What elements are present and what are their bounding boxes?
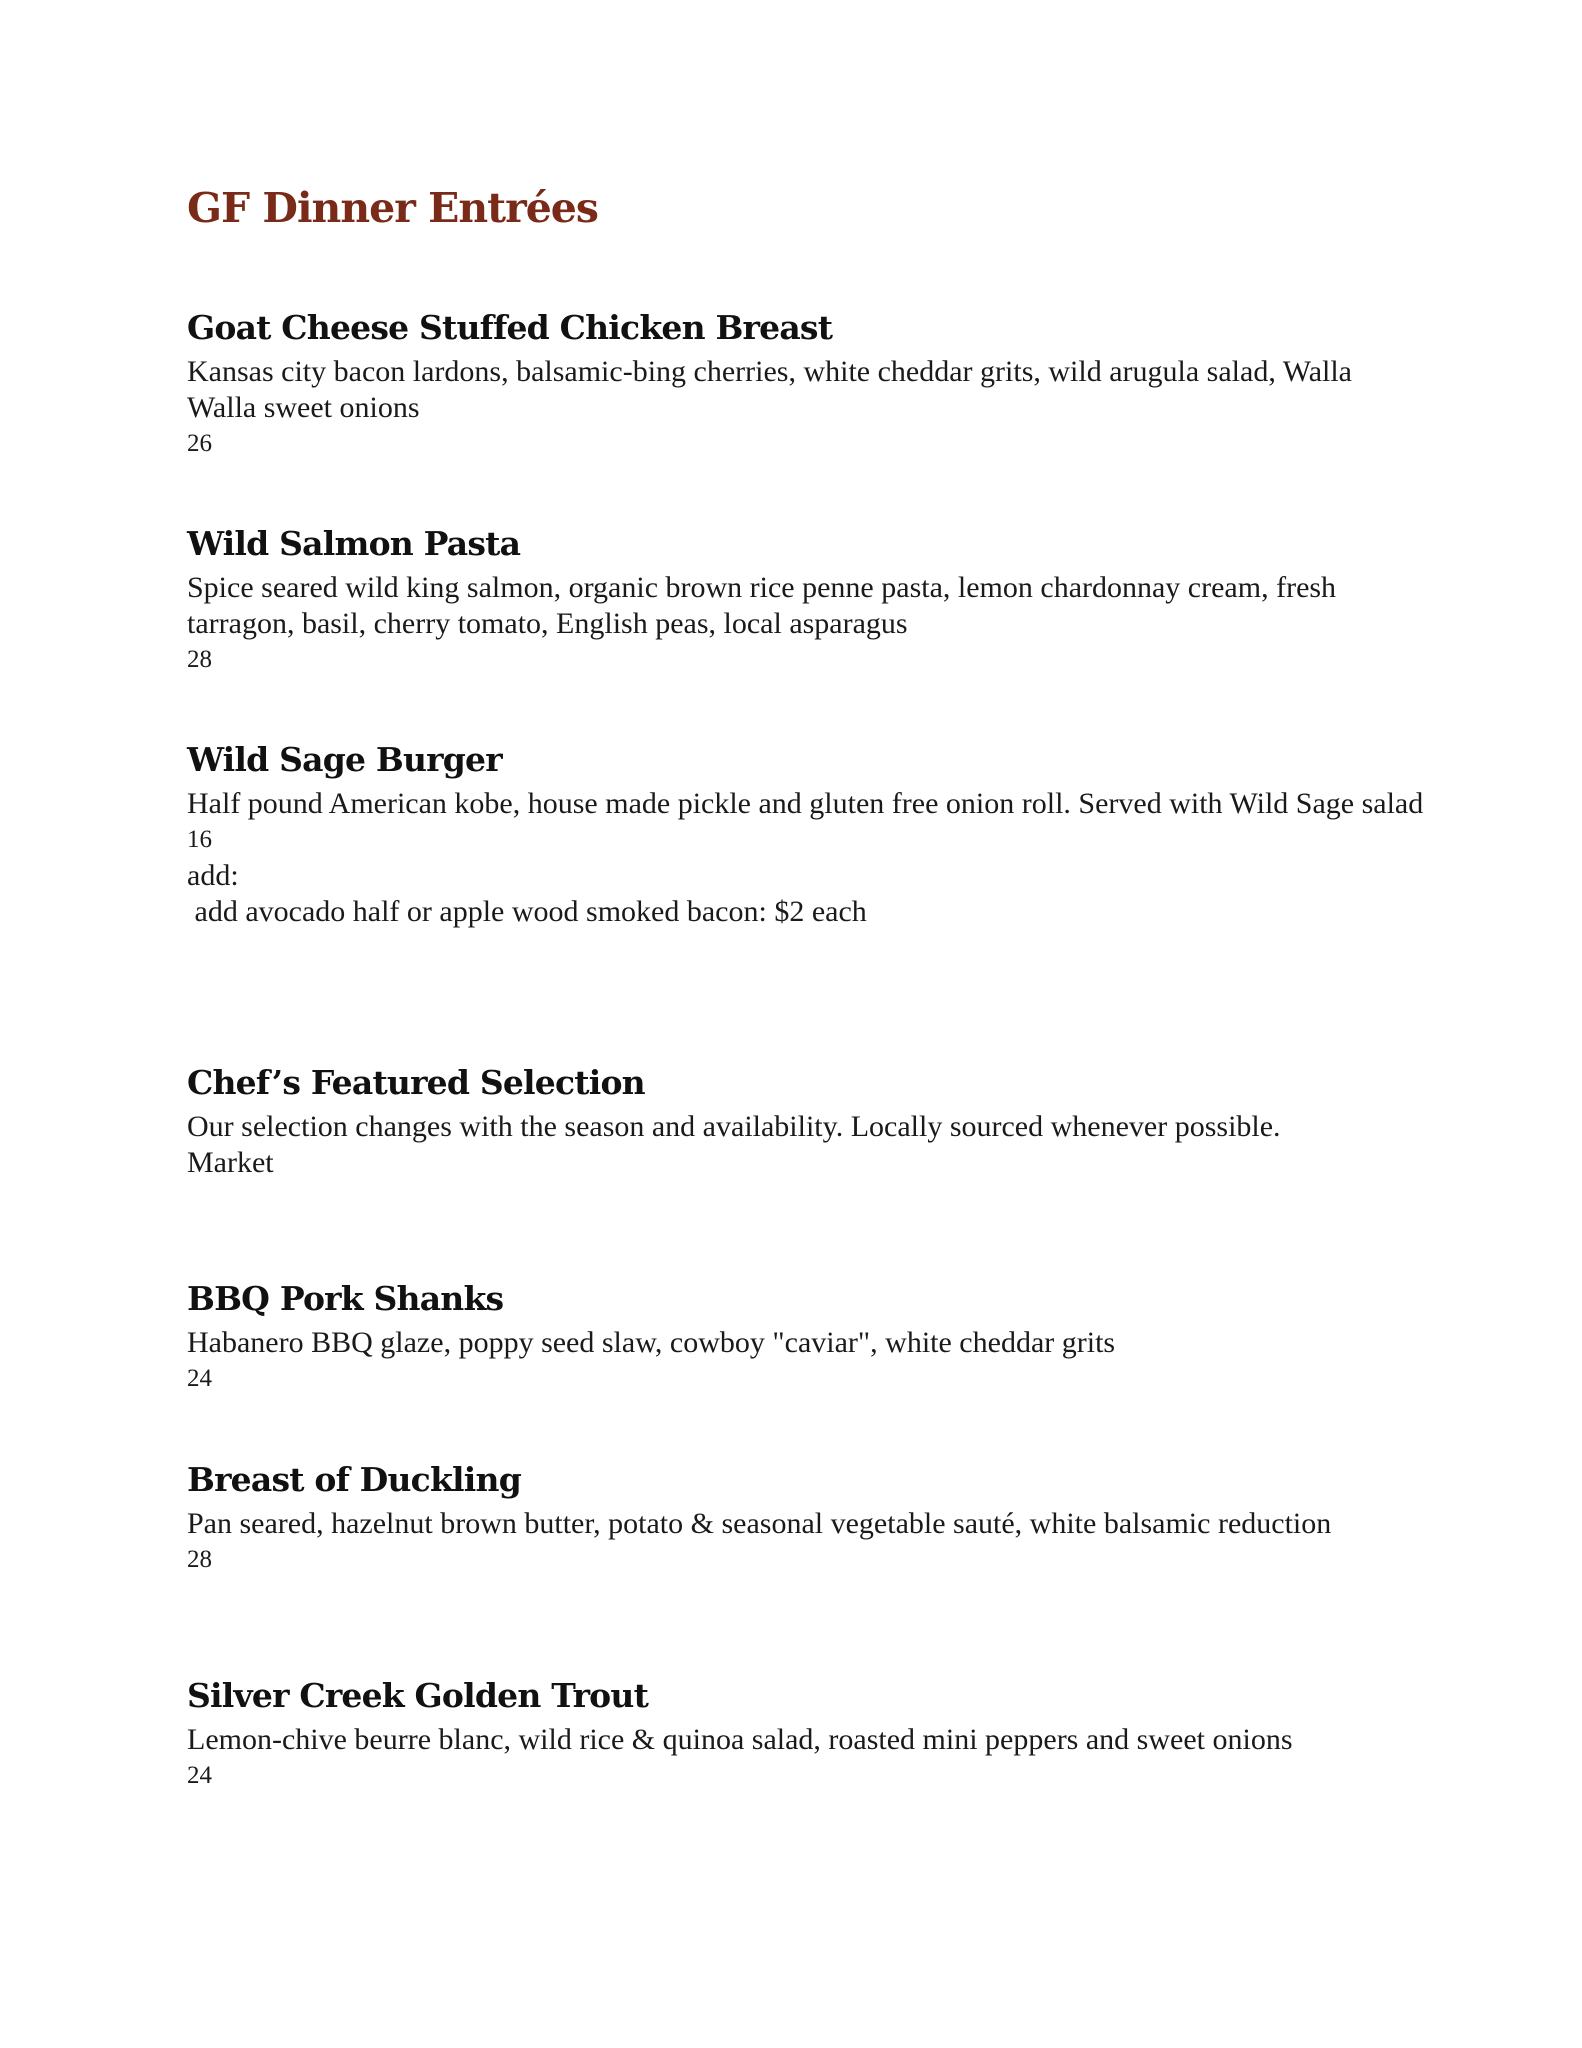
menu-item-description: Habanero BBQ glaze, poppy seed slaw, cowboy "caviar", white cheddar grits [187,1326,1116,1359]
menu-item-name: Breast of Duckling [187,1460,521,1499]
menu-item-description: Kansas city bacon lardons, balsamic-bing cherries, white cheddar grits, wild arugula salad, Walla Walla sweet onions [187,355,1352,424]
menu-item [187,522,1427,678]
menu-item [187,1458,1427,1578]
menu-item-name: Goat Cheese Stuffed Chicken Breast [187,308,833,347]
menu-item-description: Lemon-chive beurre blanc, wild rice & quinoa salad, roasted mini peppers and sweet onions [187,1723,1293,1756]
menu-item-add-label: add: [187,859,239,892]
menu-item-description: Our selection changes with the season and availability. Locally sourced whenever possible. [187,1110,1281,1143]
menu-item [187,306,1427,462]
page-title: GF Dinner Entrées [187,184,598,232]
menu-item-name: Silver Creek Golden Trout [187,1676,649,1715]
menu-item-name: Wild Salmon Pasta [187,524,521,563]
menu-item-description: Pan seared, hazelnut brown butter, potato & seasonal vegetable sauté, white balsamic reduction [187,1507,1332,1540]
menu-item-price: 28 [187,646,212,673]
menu-item-name: Wild Sage Burger [187,740,502,779]
menu-item [187,1674,1427,1794]
menu-item [187,1061,1427,1181]
menu-item-add-detail: add avocado half or apple wood smoked bacon: $2 each [187,895,867,928]
menu-item-name: Chef’s Featured Selection [187,1063,645,1102]
menu-item-price: 26 [187,430,212,457]
menu-item-price: 24 [187,1365,212,1392]
menu-item-description: Spice seared wild king salmon, organic brown rice penne pasta, lemon chardonnay cream, fresh tarragon, basil, cherry tomato, English peas, local asparagus [187,571,1337,640]
menu-item-price: 16 [187,826,212,853]
menu-item-price: 24 [187,1762,212,1789]
menu-item-price: Market [187,1146,274,1179]
menu-item [187,1277,1427,1397]
menu-item-name: BBQ Pork Shanks [187,1279,504,1318]
menu-item-price: 28 [187,1546,212,1573]
menu-item-description: Half pound American kobe, house made pickle and gluten free onion roll. Served with Wild Sage salad [187,787,1424,820]
menu-item [187,738,1427,930]
